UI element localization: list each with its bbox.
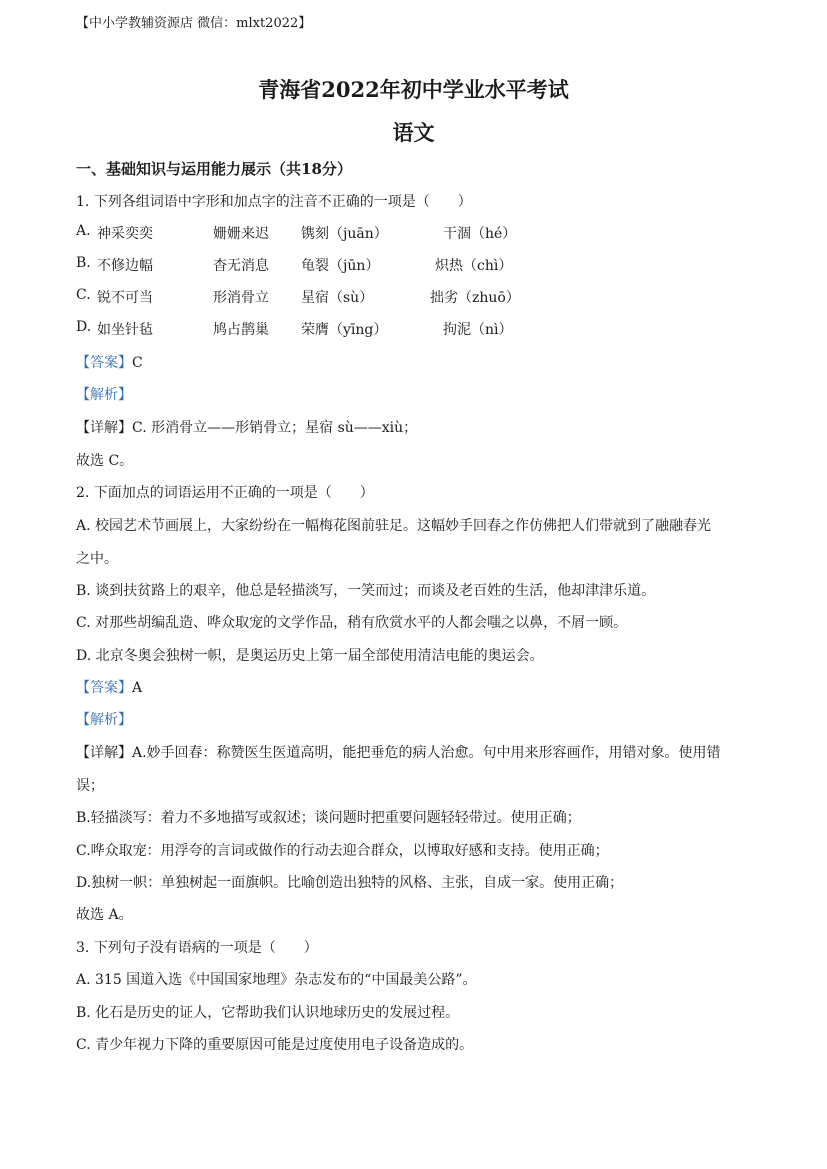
option-label: A.	[76, 223, 91, 239]
answer-value: C	[132, 355, 143, 371]
q2-option-d: D. 北京冬奥会独树一帜，是奥运历史上第一届全部使用清洁电能的奥运会。	[76, 648, 544, 664]
section-heading: 一、基础知识与运用能力展示（共18分）	[76, 160, 352, 178]
q1-analysis-tag: 【解析】	[76, 387, 132, 403]
option-word-2: 鸠占鹊巢	[213, 322, 269, 338]
option-word-1: 神采奕奕	[97, 226, 153, 242]
option-word-1: 锐不可当	[97, 290, 153, 306]
q2-detail-4: C.哗众取宠：用浮夸的言词或做作的行动去迎合群众，以博取好感和支持。使用正确；	[76, 843, 609, 859]
q3-option-c: C. 青少年视力下降的重要原因可能是过度使用电子设备造成的。	[76, 1037, 474, 1053]
option-word-3: 星宿（sù）	[301, 290, 374, 306]
option-word-4: 炽热（chì）	[435, 258, 513, 274]
q3-option-b: B. 化石是历史的证人，它帮助我们认识地球历史的发展过程。	[76, 1005, 460, 1021]
q2-detail-5: D.独树一帜：单独树起一面旗帜。比喻创造出独特的风格、主张，自成一家。使用正确；	[76, 875, 624, 891]
option-word-2: 杳无消息	[213, 258, 269, 274]
option-word-3: 荣膺（yīng）	[301, 322, 388, 338]
option-word-3: 镌刻（juān）	[301, 226, 388, 242]
option-word-1: 如坐针毡	[97, 322, 153, 338]
q2-detail-1: 【详解】A.妙手回春：称赞医生医道高明，能把垂危的病人治愈。句中用来形容画作，用错对象。使用错	[76, 745, 721, 761]
answer-tag: 【答案】	[76, 680, 132, 696]
option-word-4: 拙劣（zhuō）	[430, 290, 520, 306]
q2-answer	[76, 677, 142, 697]
q2-choose: 故选 A。	[76, 907, 133, 923]
answer-tag: 【答案】	[76, 355, 132, 371]
q3-option-a: A. 315 国道入选《中国国家地理》杂志发布的“中国最美公路”。	[76, 972, 477, 988]
option-label: D.	[76, 319, 92, 335]
q3-stem: 3. 下列句子没有语病的一项是（ ）	[76, 940, 318, 956]
q1-choose: 故选 C。	[76, 453, 134, 469]
exam-title: 青海省2022年初中学业水平考试	[258, 77, 569, 102]
q2-detail-2: 误；	[76, 778, 104, 794]
q2-option-b: B. 谈到扶贫路上的艰辛，他总是轻描淡写，一笑而过；而谈及老百姓的生活，他却津津乐道。	[76, 583, 656, 599]
option-label: C.	[76, 287, 91, 303]
header-note: 【中小学教辅资源店 微信：mlxt2022】	[76, 16, 312, 31]
option-word-4: 拘泥（nì）	[443, 322, 513, 338]
q2-analysis-tag: 【解析】	[76, 712, 132, 728]
answer-value: A	[132, 680, 143, 696]
option-word-4: 干涸（hé）	[443, 226, 517, 242]
q2-option-a: A. 校园艺术节画展上，大家纷纷在一幅梅花图前驻足。这幅妙手回春之作仿佛把人们带就到了融融春光	[76, 518, 712, 534]
q1-detail: 【详解】C. 形消骨立——形销骨立；星宿 sù——xiù；	[76, 420, 418, 436]
option-word-3: 龟裂（jūn）	[301, 258, 380, 274]
q1-stem: 1. 下列各组词语中字形和加点字的注音不正确的一项是（ ）	[76, 194, 472, 210]
q1-answer	[76, 352, 143, 372]
option-word-1: 不修边幅	[97, 258, 153, 274]
q2-option-c: C. 对那些胡编乱造、哗众取宠的文学作品，稍有欣赏水平的人都会嗤之以鼻，不屑一顾。	[76, 615, 628, 631]
option-word-2: 姗姗来迟	[213, 226, 269, 242]
exam-subject: 语文	[392, 120, 435, 145]
q2-stem: 2. 下面加点的词语运用不正确的一项是（ ）	[76, 485, 374, 501]
q2-detail-3: B.轻描淡写：着力不多地描写或叙述；谈问题时把重要问题轻轻带过。使用正确；	[76, 810, 581, 826]
option-label: B.	[76, 255, 91, 271]
option-word-2: 形消骨立	[213, 290, 269, 306]
q2-option-a-continued: 之中。	[76, 551, 118, 567]
